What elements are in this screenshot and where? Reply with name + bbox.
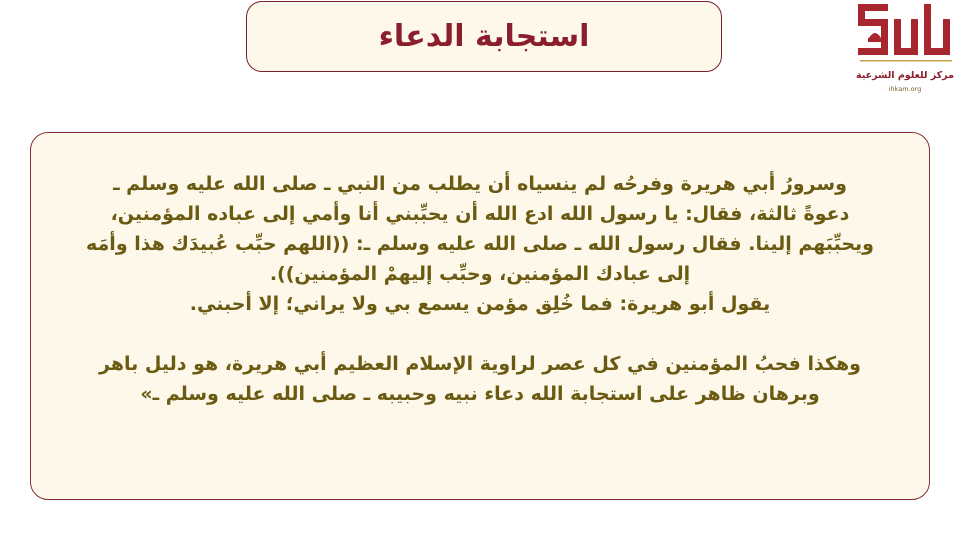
ihkam-logo-mark: [856, 2, 956, 66]
paragraph-gap: [47, 319, 913, 349]
content-panel: [30, 132, 930, 500]
slide-title-box: [246, 1, 722, 72]
content-line: إلى عبادك المؤمنين، وحبِّب إليهمْ المؤمنين)).: [269, 263, 691, 285]
closing-line: وبرهان ظاهر على استجابة الله دعاء نبيه وحبيبه ـ صلى الله عليه وسلم ـ»: [140, 383, 820, 405]
content-line: ويحبِّبَهم إلينا. فقال رسول الله ـ صلى الله عليه وسلم ـ: ((اللهم حبِّب عُبيدَك هذا وأمَه: [86, 233, 874, 255]
content-line: وسرورُ أبي هريرة وفرحُه لم ينسياه أن يطلب من النبي ـ صلى الله عليه وسلم ـ: [113, 173, 847, 195]
logo-subtitle: مركز للعلوم الشرعية: [856, 70, 954, 81]
closing-line: وهكذا فحبُ المؤمنين في كل عصر لراوية الإسلام العظيم أبي هريرة، هو دليل باهر: [99, 353, 861, 375]
ihkam-logo: [852, 2, 958, 96]
content-line: يقول أبو هريرة: فما خُلِق مؤمن يسمع بي ولا يراني؛ إلا أحبني.: [189, 293, 771, 315]
content-line: دعوةً ثالثة، فقال: يا رسول الله ادع الله أن يحبِّبني أنا وأمي إلى عباده المؤمنين،: [110, 203, 850, 225]
slide-title: استجابة الدعاء: [378, 19, 590, 54]
logo-url: ihkam.org: [888, 85, 922, 93]
